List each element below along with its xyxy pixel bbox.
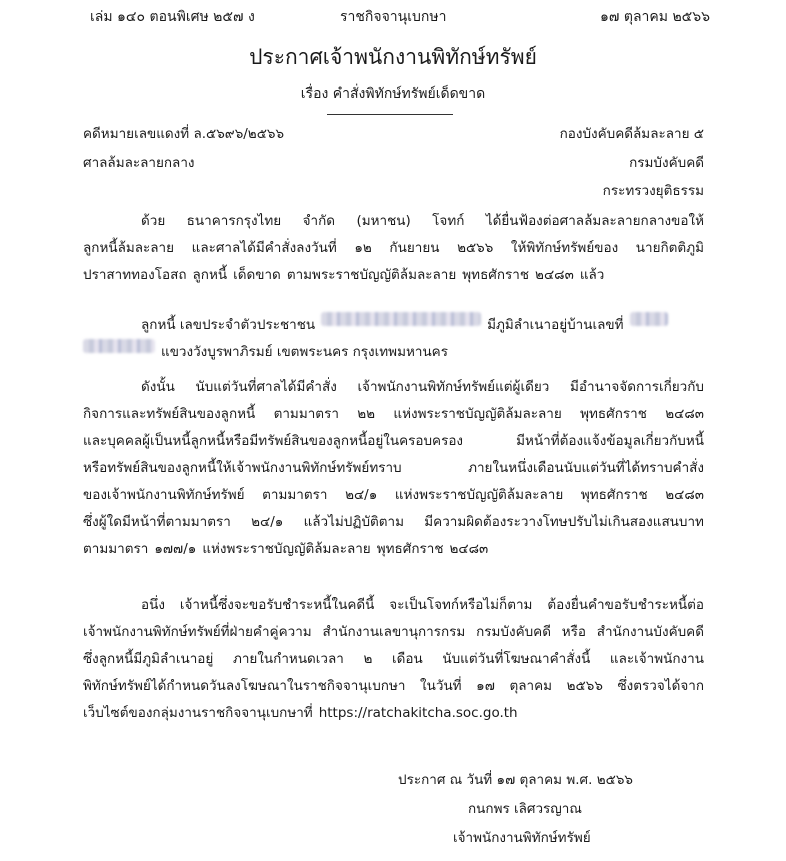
- gazette-name: ราชกิจจานุเบกษา: [340, 9, 447, 25]
- text-line: กิจการและทรัพย์สินของลูกหนี้ ตามมาตรา ๒๒ แห่งพระราชบัญญัติล้มละลาย พุทธศักราช ๒๔๘๓: [83, 406, 704, 422]
- text-line: ของเจ้าพนักงานพิทักษ์ทรัพย์ ตามมาตรา ๒๔/๑ แห่งพระราชบัญญัติล้มละลาย พุทธศักราช ๒๔๘๓: [83, 487, 704, 503]
- court-name: ศาลล้มละลายกลาง: [83, 155, 195, 171]
- announcement-date: ประกาศ ณ วันที่ ๑๗ ตุลาคม พ.ศ. ๒๕๖๖: [398, 772, 633, 788]
- text-line: เจ้าพนักงานพิทักษ์ทรัพย์ที่ฝ่ายคำคู่ความ สำนักงานเลขานุการกรม กรมบังคับคดี หรือ สำนักงานบังคับคดี: [83, 624, 704, 640]
- text-line: เว็บไซต์ของกลุ่มงานราชกิจจานุเบกษาที่ https://ratchakitcha.soc.go.th: [83, 700, 704, 727]
- text-line: แขวงวังบูรพาภิรมย์ เขตพระนคร กรุงเทพมหานคร: [83, 339, 704, 366]
- ministry-name: กระทรวงยุติธรรม: [602, 183, 704, 199]
- text-line: ลูกหนี้ล้มละลาย และศาลได้มีคำสั่งลงวันที่ ๑๒ กันยายน ๒๕๖๖ ให้พิทักษ์ทรัพย์ของ นายกิตติภูมิ: [83, 240, 704, 256]
- signatory-name: กนกพร เลิศวรญาณ: [468, 801, 582, 817]
- text-line: ซึ่งลูกหนี้มีภูมิลำเนาอยู่ ภายในกำหนดเวลา ๒ เดือน นับแต่วันที่โฆษณาคำสั่งนี้ และเจ้าพนักงาน: [83, 651, 704, 667]
- text-line: ปราสาททองโอสถ ลูกหนี้ เด็ดขาด ตามพระราชบัญญัติล้มละลาย พุทธศักราช ๒๔๘๓ แล้ว: [83, 267, 605, 283]
- redacted-address: [83, 339, 155, 353]
- text-line: หรือทรัพย์สินของลูกหนี้ให้เจ้าพนักงานพิทักษ์ทรัพย์ทราบ ภายในหนึ่งเดือนนับแต่วันที่ได้ทราบคำสั่ง: [83, 460, 704, 476]
- text-line: ดังนั้น นับแต่วันที่ศาลได้มีคำสั่ง เจ้าพนักงานพิทักษ์ทรัพย์แต่ผู้เดียว มีอำนาจจัดการเกี่ยวกับ: [141, 379, 704, 395]
- redacted-house-number: [630, 312, 668, 326]
- gazette-date: ๑๗ ตุลาคม ๒๕๖๖: [600, 9, 711, 25]
- text-line: ด้วย ธนาคารกรุงไทย จำกัด (มหาชน) โจทก์ ได้ยื่นฟ้องต่อศาลล้มละลายกลางขอให้: [141, 213, 704, 229]
- title-divider: [327, 114, 453, 115]
- gazette-volume: เล่ม ๑๔๐ ตอนพิเศษ ๒๕๗ ง: [90, 9, 255, 25]
- signatory-position: เจ้าพนักงานพิทักษ์ทรัพย์: [453, 830, 591, 846]
- department-name: กรมบังคับคดี: [629, 155, 704, 171]
- text-line: ลูกหนี้ เลขประจำตัวประชาชน มีภูมิลำเนาอยู่บ้านเลขที่: [83, 312, 704, 339]
- text-line: อนึ่ง เจ้าหนี้ซึ่งจะขอรับชำระหนี้ในคดีนี้ จะเป็นโจทก์หรือไม่ก็ตาม ต้องยื่นคำขอรับชำระหนี้ต่อ: [141, 597, 704, 613]
- text-line: ตามมาตรา ๑๗๗/๑ แห่งพระราชบัญญัติล้มละลาย พุทธศักราช ๒๔๘๓: [83, 541, 489, 557]
- gazette-url: https://ratchakitcha.soc.go.th: [318, 705, 518, 721]
- paragraph-debtor: [83, 312, 704, 366]
- paragraph-lawsuit: [83, 208, 704, 289]
- text-line: พิทักษ์ทรัพย์ได้กำหนดวันลงโฆษณาในราชกิจจานุเบกษา ในวันที่ ๑๗ ตุลาคม ๒๕๖๖ ซึ่งตรวจได้จาก: [83, 678, 704, 694]
- paragraph-authority: [83, 374, 704, 563]
- paragraph-creditor-claims: [83, 592, 704, 727]
- text-line: ซึ่งผู้ใดมีหน้าที่ตามมาตรา ๒๔/๑ แล้วไม่ปฏิบัติตาม มีความผิดต้องระวางโทษปรับไม่เกินสองแสนบาท: [83, 514, 704, 530]
- redacted-id-number: [321, 312, 481, 326]
- case-number: คดีหมายเลขแดงที่ ล.๕๖๙๖/๒๕๖๖: [83, 126, 285, 142]
- division-name: กองบังคับคดีล้มละลาย ๕: [559, 126, 704, 142]
- page-subtitle: เรื่อง คำสั่งพิทักษ์ทรัพย์เด็ดขาด: [300, 86, 486, 102]
- text-line: และบุคคลผู้เป็นหนี้ลูกหนี้หรือมีทรัพย์สินของลูกหนี้อยู่ในครอบครอง มีหน้าที่ต้องแจ้งข้อมูลเกี่ยวกับหนี้: [83, 433, 704, 449]
- page-title: ประกาศเจ้าพนักงานพิทักษ์ทรัพย์: [249, 45, 537, 69]
